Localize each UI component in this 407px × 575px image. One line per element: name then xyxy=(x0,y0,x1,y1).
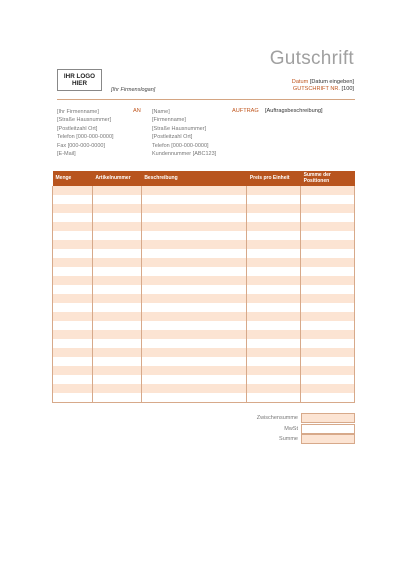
description-cell[interactable] xyxy=(141,366,247,375)
date-line xyxy=(292,79,354,86)
line-total-cell[interactable] xyxy=(301,330,355,339)
unit-price-cell[interactable] xyxy=(247,195,301,204)
item-number-cell[interactable] xyxy=(92,285,141,294)
item-number-cell[interactable] xyxy=(92,348,141,357)
quantity-cell[interactable] xyxy=(53,339,93,348)
quantity-cell[interactable] xyxy=(53,375,93,384)
table-row xyxy=(53,213,355,222)
line-total-cell[interactable] xyxy=(301,195,355,204)
table-row xyxy=(53,393,355,402)
item-number-cell[interactable] xyxy=(92,375,141,384)
quantity-cell[interactable] xyxy=(53,366,93,375)
line-total-cell[interactable] xyxy=(301,258,355,267)
quantity-cell[interactable] xyxy=(53,384,93,393)
item-number-cell[interactable] xyxy=(92,258,141,267)
description-cell[interactable] xyxy=(141,267,247,276)
description-cell[interactable] xyxy=(141,285,247,294)
seller-email: [E-Mail] xyxy=(57,151,76,158)
table-row xyxy=(53,375,355,384)
description-cell[interactable] xyxy=(141,231,247,240)
table-row xyxy=(53,240,355,249)
item-number-cell[interactable] xyxy=(92,303,141,312)
seller-city: [Postleitzahl Ort] xyxy=(57,125,98,132)
description-cell[interactable] xyxy=(141,276,247,285)
tax-row xyxy=(52,424,355,435)
table-row xyxy=(53,357,355,366)
quantity-cell[interactable] xyxy=(53,303,93,312)
unit-price-cell[interactable] xyxy=(247,375,301,384)
table-row xyxy=(53,276,355,285)
description-cell[interactable] xyxy=(141,312,247,321)
description-cell[interactable] xyxy=(141,186,247,195)
quantity-cell[interactable] xyxy=(53,222,93,231)
subtotal-label: Zwischensumme xyxy=(256,415,298,421)
unit-price-cell[interactable] xyxy=(247,366,301,375)
logo-text: IHR LOGO HIER xyxy=(63,72,96,87)
table-body xyxy=(53,186,355,402)
quantity-cell[interactable] xyxy=(53,393,93,402)
quantity-cell[interactable] xyxy=(53,312,93,321)
table-row xyxy=(53,330,355,339)
date-label: Datum xyxy=(291,79,309,85)
table-row xyxy=(53,294,355,303)
company-slogan: [Ihr Firmenslogan] xyxy=(111,87,156,93)
unit-price-cell[interactable] xyxy=(247,348,301,357)
recipient-phone: Telefon [000-000-0000] xyxy=(152,142,209,149)
totals-section xyxy=(52,413,355,445)
table-row xyxy=(53,321,355,330)
description-cell[interactable] xyxy=(141,213,247,222)
subtotal-row xyxy=(52,413,355,424)
quantity-cell[interactable] xyxy=(53,276,93,285)
item-number-cell[interactable] xyxy=(92,249,141,258)
unit-price-cell[interactable] xyxy=(247,231,301,240)
table-row xyxy=(53,204,355,213)
number-value: [100] xyxy=(341,86,354,93)
line-total-cell[interactable] xyxy=(301,276,355,285)
unit-price-cell[interactable] xyxy=(247,267,301,276)
unit-price-cell[interactable] xyxy=(247,240,301,249)
total-field[interactable] xyxy=(301,434,355,444)
column-header-unit-price: Preis pro Einheit xyxy=(247,171,301,186)
line-total-cell[interactable] xyxy=(301,222,355,231)
credit-note-meta xyxy=(292,79,354,94)
unit-price-cell[interactable] xyxy=(247,249,301,258)
quantity-cell[interactable] xyxy=(53,213,93,222)
quantity-cell[interactable] xyxy=(53,330,93,339)
table-row xyxy=(53,339,355,348)
unit-price-cell[interactable] xyxy=(247,330,301,339)
description-cell[interactable] xyxy=(141,195,247,204)
description-cell[interactable] xyxy=(141,240,247,249)
item-number-cell[interactable] xyxy=(92,240,141,249)
table-row xyxy=(53,303,355,312)
description-cell[interactable] xyxy=(141,249,247,258)
unit-price-cell[interactable] xyxy=(247,285,301,294)
unit-price-cell[interactable] xyxy=(247,258,301,267)
logo-placeholder xyxy=(57,69,102,91)
table-row xyxy=(53,366,355,375)
line-total-cell[interactable] xyxy=(301,375,355,384)
unit-price-cell[interactable] xyxy=(247,312,301,321)
column-header-description: Beschreibung xyxy=(141,171,247,186)
table-row xyxy=(53,231,355,240)
line-total-cell[interactable] xyxy=(301,267,355,276)
tax-label: MwSt xyxy=(284,425,298,432)
quantity-cell[interactable] xyxy=(53,231,93,240)
table-row xyxy=(53,249,355,258)
column-header-line-total: Summe der Positionen xyxy=(301,171,355,186)
recipient-company: [Firmenname] xyxy=(152,117,186,124)
description-cell[interactable] xyxy=(141,348,247,357)
item-number-cell[interactable] xyxy=(92,267,141,276)
tax-field[interactable] xyxy=(301,424,355,434)
unit-price-cell[interactable] xyxy=(247,384,301,393)
order-description: [Auftragsbeschreibung] xyxy=(265,108,323,114)
description-cell[interactable] xyxy=(141,303,247,312)
line-total-cell[interactable] xyxy=(301,348,355,357)
quantity-cell[interactable] xyxy=(53,258,93,267)
header-divider xyxy=(57,99,355,100)
line-total-cell[interactable] xyxy=(301,240,355,249)
table-row xyxy=(53,222,355,231)
table-row xyxy=(53,285,355,294)
table-row xyxy=(53,384,355,393)
document-title: Gutschrift xyxy=(269,48,354,69)
line-total-cell[interactable] xyxy=(301,384,355,393)
line-total-cell[interactable] xyxy=(301,249,355,258)
quantity-cell[interactable] xyxy=(53,249,93,258)
quantity-cell[interactable] xyxy=(53,195,93,204)
table-header-row xyxy=(53,171,355,186)
number-label: GUTSCHRIFT NR. xyxy=(292,86,340,93)
recipient-customer-no: Kundennummer [ABC123] xyxy=(152,151,217,158)
description-cell[interactable] xyxy=(141,258,247,267)
item-number-cell[interactable] xyxy=(92,339,141,348)
unit-price-cell[interactable] xyxy=(247,357,301,366)
unit-price-cell[interactable] xyxy=(247,321,301,330)
item-number-cell[interactable] xyxy=(92,231,141,240)
date-value: [Datum eingeben] xyxy=(309,79,354,85)
line-total-cell[interactable] xyxy=(301,357,355,366)
line-total-cell[interactable] xyxy=(301,339,355,348)
description-cell[interactable] xyxy=(141,222,247,231)
item-number-cell[interactable] xyxy=(92,384,141,393)
line-total-cell[interactable] xyxy=(301,231,355,240)
line-total-cell[interactable] xyxy=(301,321,355,330)
table-row xyxy=(53,258,355,267)
line-total-cell[interactable] xyxy=(301,393,355,402)
unit-price-cell[interactable] xyxy=(247,294,301,303)
description-cell[interactable] xyxy=(141,357,247,366)
quantity-cell[interactable] xyxy=(53,204,93,213)
seller-street: [Straße Hausnummer] xyxy=(57,117,112,124)
quantity-cell[interactable] xyxy=(53,357,93,366)
total-label: Summe xyxy=(279,436,298,442)
item-number-cell[interactable] xyxy=(92,312,141,321)
line-total-cell[interactable] xyxy=(301,366,355,375)
quantity-cell[interactable] xyxy=(53,348,93,357)
recipient-city: [Postleitzahl Ort] xyxy=(152,134,193,141)
quantity-cell[interactable] xyxy=(53,186,93,195)
subtotal-field[interactable] xyxy=(301,413,355,423)
unit-price-cell[interactable] xyxy=(247,303,301,312)
item-number-cell[interactable] xyxy=(92,321,141,330)
unit-price-cell[interactable] xyxy=(247,276,301,285)
line-total-cell[interactable] xyxy=(301,186,355,195)
quantity-cell[interactable] xyxy=(53,285,93,294)
recipient-street: [Straße Hausnummer] xyxy=(152,125,207,132)
table-row xyxy=(53,348,355,357)
description-cell[interactable] xyxy=(141,393,247,402)
seller-address xyxy=(57,108,114,158)
description-cell[interactable] xyxy=(141,204,247,213)
item-number-cell[interactable] xyxy=(92,330,141,339)
unit-price-cell[interactable] xyxy=(247,204,301,213)
line-total-cell[interactable] xyxy=(301,285,355,294)
recipient-name: [Name] xyxy=(152,109,170,115)
item-number-cell[interactable] xyxy=(92,222,141,231)
seller-fax: Fax [000-000-0000] xyxy=(57,142,106,149)
table-row xyxy=(53,195,355,204)
item-number-cell[interactable] xyxy=(92,204,141,213)
description-cell[interactable] xyxy=(141,384,247,393)
column-header-quantity: Menge xyxy=(53,171,93,186)
item-number-cell[interactable] xyxy=(92,213,141,222)
seller-phone: Telefon [000-000-0000] xyxy=(57,134,114,141)
unit-price-cell[interactable] xyxy=(247,213,301,222)
unit-price-cell[interactable] xyxy=(247,186,301,195)
table-row xyxy=(53,267,355,276)
total-row xyxy=(52,434,355,445)
column-header-item-number: Artikelnummer xyxy=(92,171,141,186)
quantity-cell[interactable] xyxy=(53,321,93,330)
item-number-cell[interactable] xyxy=(92,393,141,402)
line-total-cell[interactable] xyxy=(301,294,355,303)
quantity-cell[interactable] xyxy=(53,294,93,303)
unit-price-cell[interactable] xyxy=(247,393,301,402)
item-number-cell[interactable] xyxy=(92,357,141,366)
recipient-address xyxy=(152,108,216,158)
line-total-cell[interactable] xyxy=(301,312,355,321)
line-total-cell[interactable] xyxy=(301,204,355,213)
order-label: AUFTRAG xyxy=(232,108,259,114)
description-cell[interactable] xyxy=(141,339,247,348)
line-total-cell[interactable] xyxy=(301,303,355,312)
description-cell[interactable] xyxy=(141,375,247,384)
recipient-label: AN xyxy=(133,108,141,114)
item-number-cell[interactable] xyxy=(92,195,141,204)
item-number-cell[interactable] xyxy=(92,276,141,285)
seller-company: [Ihr Firmenname] xyxy=(57,109,99,115)
table-row xyxy=(53,186,355,195)
item-number-cell[interactable] xyxy=(92,294,141,303)
table-row xyxy=(53,312,355,321)
item-number-cell[interactable] xyxy=(92,366,141,375)
line-items-table xyxy=(52,171,355,403)
item-number-cell[interactable] xyxy=(92,186,141,195)
line-total-cell[interactable] xyxy=(301,213,355,222)
number-line xyxy=(292,86,354,93)
unit-price-cell[interactable] xyxy=(247,222,301,231)
description-cell[interactable] xyxy=(141,330,247,339)
description-cell[interactable] xyxy=(141,294,247,303)
unit-price-cell[interactable] xyxy=(247,339,301,348)
quantity-cell[interactable] xyxy=(53,240,93,249)
description-cell[interactable] xyxy=(141,321,247,330)
quantity-cell[interactable] xyxy=(53,267,93,276)
